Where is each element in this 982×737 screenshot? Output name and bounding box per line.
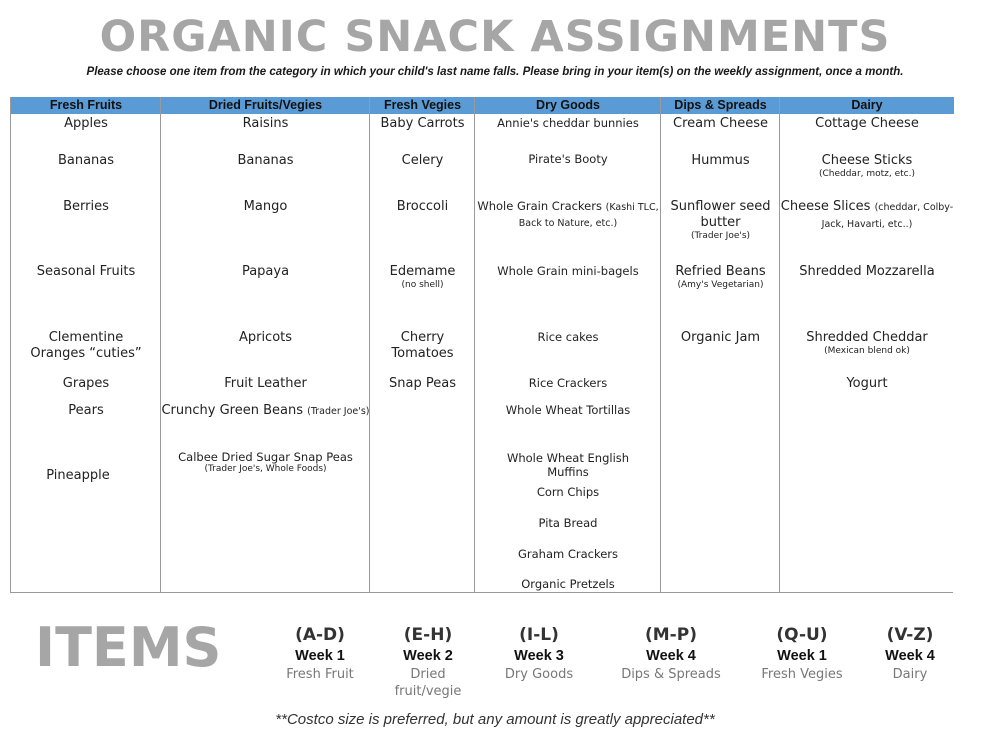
name-range: (Q-U)	[776, 625, 828, 645]
list-item: Apricots	[238, 330, 293, 345]
list-item: Cherry Tomatoes	[391, 330, 454, 361]
column-dry-goods	[474, 97, 661, 592]
list-item: Broccoli	[396, 199, 449, 214]
item-note: (Amy's Vegetarian)	[677, 280, 764, 290]
week-label: Week 1	[295, 648, 345, 664]
category-label: Fresh Fruit	[286, 667, 354, 682]
item-name: Cheese Slices	[780, 199, 871, 214]
list-item: Snap Peas	[389, 376, 456, 391]
items-label: ITEMS	[35, 616, 222, 679]
snack-table	[10, 97, 953, 593]
schedule-group	[491, 624, 587, 683]
week-label: Week 1	[777, 648, 827, 664]
name-range: (I-L)	[519, 625, 559, 645]
category-label: Fresh Vegies	[761, 667, 843, 682]
list-item: Whole Wheat English Muffins	[506, 451, 630, 479]
column-fresh-fruits	[10, 97, 161, 592]
list-item	[370, 264, 475, 291]
schedule-group	[870, 624, 950, 683]
column-fresh-vegies	[369, 97, 475, 592]
category-label: Dairy	[892, 667, 928, 682]
list-item	[661, 264, 780, 291]
item-name: Crunchy Green Beans	[161, 403, 303, 418]
item-name: Sunflower seed butter	[670, 199, 771, 230]
list-item: Hummus	[691, 153, 750, 168]
list-item: Organic Jam	[680, 330, 761, 345]
list-item: Baby Carrots	[380, 116, 465, 131]
item-name: Cheese Sticks	[821, 153, 913, 168]
item-note: (no shell)	[401, 280, 444, 290]
list-item: Shredded Mozzarella	[799, 264, 935, 279]
list-item: Berries	[63, 199, 109, 214]
name-range: (A-D)	[295, 625, 345, 645]
name-range: (E-H)	[403, 625, 453, 645]
list-item: Rice cakes	[537, 330, 599, 344]
footnote: **Costco size is preferred, but any amount is greatly appreciated**	[275, 711, 715, 728]
list-item: Mango	[243, 199, 288, 214]
list-item: Grapes	[62, 376, 110, 391]
item-note: (Kashi TLC, Back to Nature, etc.)	[518, 202, 659, 229]
item-name: Whole Grain Crackers	[477, 199, 602, 213]
item-note: (Trader Joe's)	[307, 406, 370, 417]
list-item: Bananas	[57, 153, 115, 168]
item-name: Calbee Dried Sugar Snap Peas	[178, 450, 353, 464]
page-title: ORGANIC SNACK ASSIGNMENTS	[99, 12, 891, 62]
list-item	[661, 199, 780, 242]
list-item: Pears	[68, 403, 104, 418]
item-note: (Mexican blend ok)	[824, 346, 910, 356]
column-header: Dry Goods	[475, 97, 661, 114]
schedule-group	[380, 624, 476, 700]
schedule-group	[752, 624, 852, 683]
schedule-group	[611, 624, 731, 683]
name-range: (M-P)	[645, 625, 697, 645]
column-header: Dairy	[780, 97, 954, 114]
list-item: Annie's cheddar bunnies	[497, 116, 639, 130]
list-item: Rice Crackers	[528, 376, 608, 390]
list-item	[475, 199, 661, 231]
list-item	[161, 450, 370, 475]
week-label: Week 4	[646, 648, 696, 664]
list-item	[780, 153, 954, 180]
list-item: Yogurt	[846, 376, 888, 391]
list-item: Apples	[64, 116, 108, 131]
list-item: Pineapple	[46, 468, 110, 483]
list-item: Fruit Leather	[224, 376, 307, 391]
schedule-group	[272, 624, 368, 683]
instructions: Please choose one item from the category in which your child's last name falls. Please bring in your item(s) on the weekly assignment, once a month.	[86, 66, 904, 78]
list-item: Cream Cheese	[673, 116, 768, 131]
item-note: (Trader Joe's, Whole Foods)	[204, 464, 327, 474]
list-item: Corn Chips	[536, 485, 600, 499]
item-note: (cheddar, Colby-Jack, Havarti, etc..)	[821, 202, 954, 230]
list-item: Bananas	[237, 153, 294, 168]
list-item: Papaya	[241, 264, 290, 279]
column-header: Dips & Spreads	[661, 97, 780, 114]
column-dried-fruits-vegies	[160, 97, 370, 592]
category-label: Dips & Spreads	[621, 667, 721, 682]
item-note: (Cheddar, motz, etc.)	[818, 169, 916, 179]
list-item: Raisins	[242, 116, 289, 131]
column-header: Fresh Vegies	[370, 97, 475, 114]
list-item: Clementine Oranges “cuties”	[30, 330, 142, 361]
week-label: Week 3	[514, 648, 564, 664]
list-item: Graham Crackers	[517, 547, 619, 561]
list-item: Whole Wheat Tortillas	[505, 403, 631, 417]
column-header: Fresh Fruits	[11, 97, 161, 114]
list-item	[780, 330, 954, 357]
list-item: Cottage Cheese	[815, 116, 919, 131]
item-name: Shredded Cheddar	[806, 330, 928, 345]
list-item: Celery	[401, 153, 444, 168]
week-label: Week 4	[885, 648, 935, 664]
list-item: Seasonal Fruits	[36, 264, 136, 279]
item-note: (Trader Joe's)	[690, 231, 751, 241]
list-item: Organic Pretzels	[521, 577, 615, 591]
category-label: Dry Goods	[504, 667, 574, 682]
column-header: Dried Fruits/Vegies	[161, 97, 370, 114]
list-item: Whole Grain mini-bagels	[497, 264, 639, 278]
week-label: Week 2	[403, 648, 453, 664]
column-dips-spreads	[660, 97, 780, 592]
item-name: Edemame	[389, 264, 456, 279]
item-name: Refried Beans	[675, 264, 766, 279]
category-label: Dried fruit/vegie	[394, 667, 462, 699]
list-item	[161, 403, 370, 420]
list-item	[780, 199, 954, 233]
list-item: Pita Bread	[538, 516, 598, 530]
name-range: (V-Z)	[886, 625, 934, 645]
column-dairy	[779, 97, 954, 592]
list-item: Pirate's Booty	[528, 152, 608, 166]
